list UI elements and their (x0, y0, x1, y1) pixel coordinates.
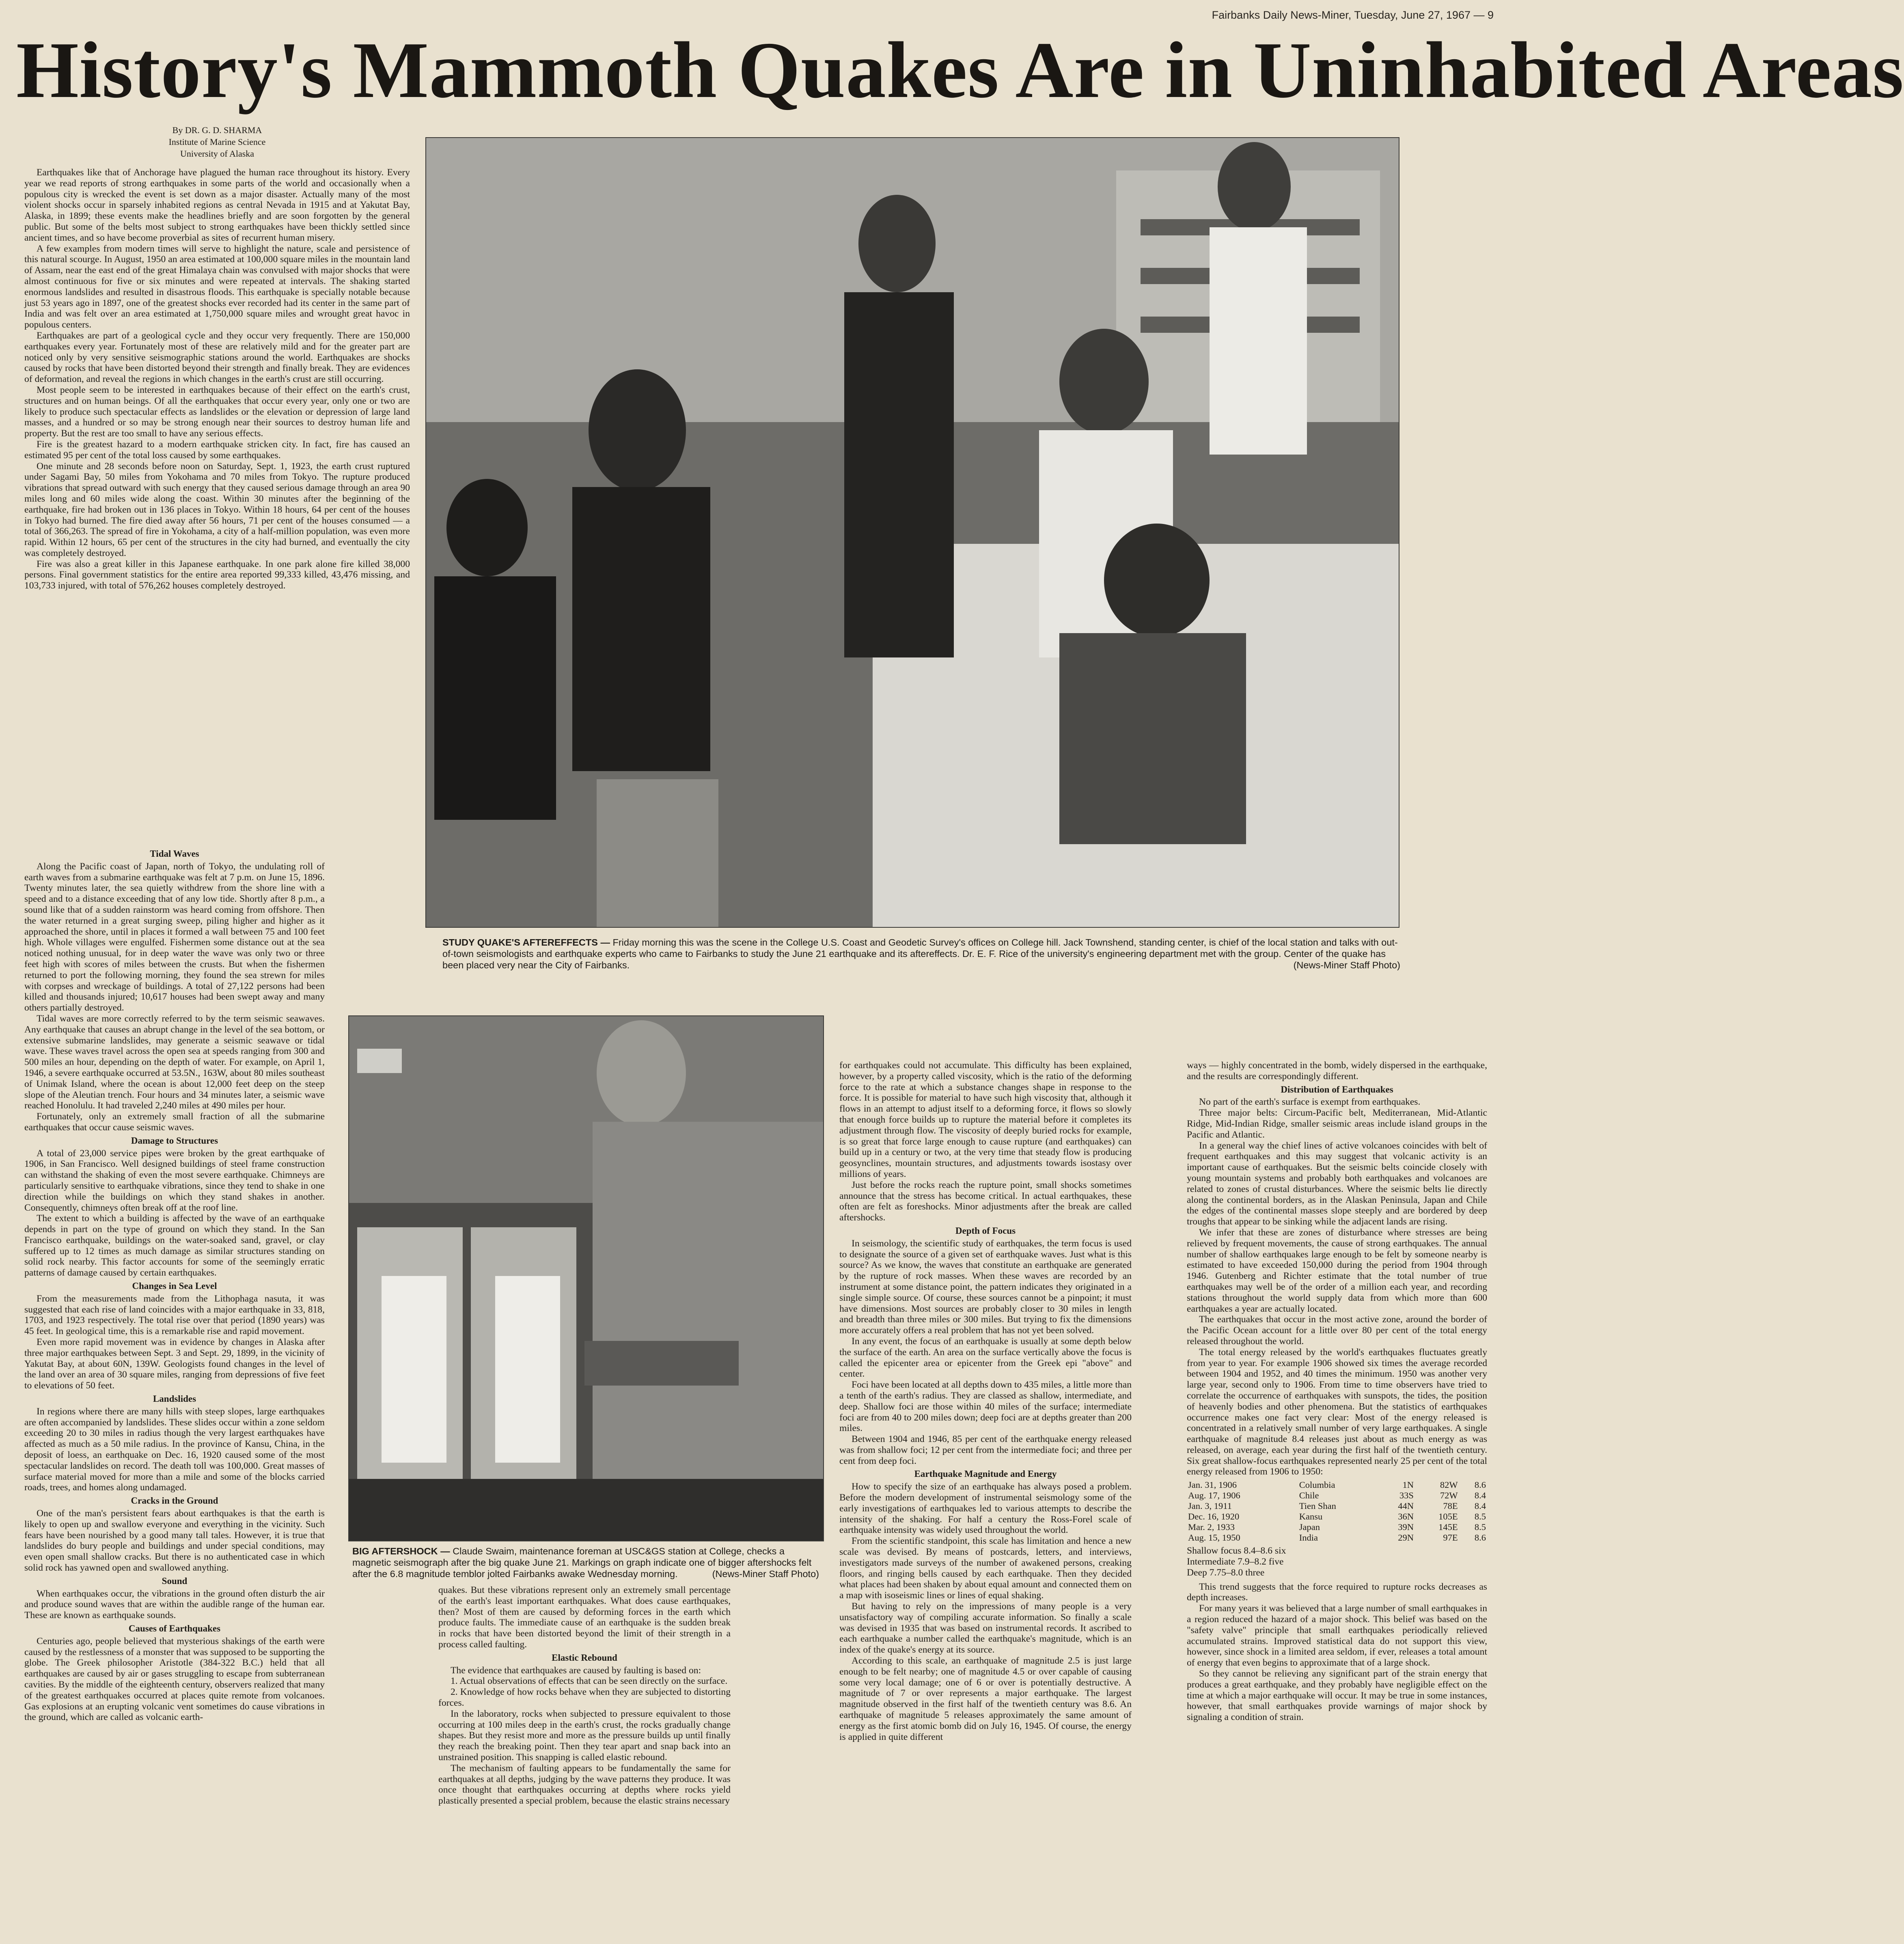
paragraph: Fire was also a great killer in this Japanese earthquake. In one park alone fire killed 38,000 persons. Final government statistics for the entire area reported 99,333 killed, 43,476 missing, and 103,733 injured, with total of 576,262 houses completely destroyed. (24, 558, 410, 591)
article-column-4 (839, 1060, 1132, 1937)
paragraph: The earthquakes that occur in the most active zone, around the border of the Pacific Ocean account for a little over 80 per cent of the total energy released throughout the world. (1187, 1314, 1487, 1347)
eq-lat: 44N (1398, 1501, 1414, 1511)
paragraph: One of the man's persistent fears about earthquakes is that the earth is likely to open up and swallow everyone and everything in the vicinity. Such fears have been nourished by a good many tall tales. However, it is true that landslides do bury people and buildings and under special conditions, may even open small shallow cracks. But there is no authenticated case in which solid rock has yawned open and swallowed anything. (24, 1508, 325, 1573)
eq-mag: 8.5 (1474, 1511, 1486, 1522)
paragraph: Centuries ago, people believed that mysterious shakings of the earth were caused by the restlessness of a monster that was supposed to be supporting the globe. The Greek philosopher Aristotle (384-322 B.C.) held that all earthquakes are caused by air or gases struggling to escape from subterranean cavities. By the middle of the eighteenth century, observers realized that many of the greatest earthquakes occurred at places quite remote from volcanoes. Gas explosions at an erupting volcanic vent sometimes do cause vibrations in the ground, which are called as volcanic earth- (24, 1636, 325, 1723)
paragraph: A few examples from modern times will serve to highlight the nature, scale and persistence of this natural scourge. In August, 1950 an area estimated at 100,000 square miles in the mountain land of Assam, near the east end of the great Himalaya chain was convulsed with major shocks that were almost continuous for five or six minutes and were repeated at intervals. The shaking started enormous landslides and resulted in disastrous floods. This earthquake is specially notable because just 53 years ago in 1897, one of the greatest shocks ever recorded had its center in the same part of India and was felt over an area estimated at 1,750,000 square miles and wrought great havoc in populous centers. (24, 243, 410, 330)
focus-summary-deep: Deep 7.75–8.0 three (1187, 1567, 1265, 1578)
eq-lat: 33S (1399, 1490, 1414, 1501)
paragraph: The total energy released by the world's earthquakes fluctuates greatly from year to year. For example 1906 showed six times the average recorded between 1904 and 1952, and 40 times the minimum. 1950 was another very large year, second only to 1906. From time to time observers have tried to correlate the occurrence of earthquakes with sunspots, the tides, the position of heavenly bodies and other phenomena. But the statistics of earthquakes occurrence makes one fact very clear: Most of the energy released is concentrated in a relatively small number of very large earthquakes. A single earthquake of magnitude 8.4 releases just about as much energy as was released, on average, each year during the first half of the twentieth century. Six great shallow-focus earthquakes represented nearly 25 per cent of the total energy released from 1906 to 1950: (1187, 1347, 1487, 1477)
byline-author: By DR. G. D. SHARMA (172, 125, 262, 135)
paragraph: Fortunately, only an extremely small fraction of all the submarine earthquakes that occur cause seismic waves. (24, 1111, 325, 1133)
seismograph-machine-photo-icon (348, 1015, 824, 1541)
photo-caption-1 (442, 937, 1400, 971)
subhead-depth-of-focus: Depth of Focus (955, 1225, 1016, 1236)
subhead-magnitude: Earthquake Magnitude and Energy (914, 1469, 1057, 1479)
paragraph: No part of the earth's surface is exempt from earthquakes. (1199, 1097, 1421, 1108)
table-row (1187, 1511, 1487, 1522)
eq-mag: 8.6 (1474, 1532, 1486, 1543)
subhead-tidal-waves: Tidal Waves (150, 849, 199, 859)
photo-credit: (News-Miner Staff Photo) (1293, 960, 1400, 970)
paragraph: ways — highly concentrated in the bomb, widely dispersed in the earthquake, and the results are correspondingly different. (1187, 1060, 1487, 1082)
eq-date: Aug. 17, 1906 (1188, 1490, 1240, 1501)
paragraph: for earthquakes could not accumulate. This difficulty has been explained, however, by a property called viscosity, which is the ratio of the deforming force to the rate at which a substance changes shape in response to the force. It is possible for material to have such high viscosity that, although it flows in an attempt to adjust itself to a deforming force, it flows so slowly that enough force builds up to rupture the material before it completes its adjustment through flow. The viscosity of deeply buried rocks for example, is so great that force large enough to cause rupture (and earthquakes) can build up in a century or two, at the very time that steady flow is producing geosynclines, mountain structures, and adjustments towards isostasy over millions of years. (839, 1060, 1132, 1179)
paragraph: This trend suggests that the force required to rupture rocks decreases as depth increases. (1187, 1581, 1487, 1603)
paragraph: A total of 23,000 service pipes were broken by the great earthquake of 1906, in San Francisco. Well designed buildings of steel frame construction can withstand the shaking of even the most severe earthquake. Chimneys are particularly sensitive to earthquake vibrations, since they tend to shake in one direction while the buildings on which they stand shakes in another. Consequently, chimneys often break off at the roof line. (24, 1148, 325, 1213)
paragraph: We infer that these are zones of disturbance where stresses are being relieved by frequent movements, the cause of strong earthquakes. The annual number of shallow earthquakes large enough to be felt by someone nearby is estimated to have exceeded 150,000 during the period from 1904 through 1946. Gutenberg and Richter estimate that the total number of true earthquakes may well be of the order of a million each year, and recording stations throughout the world supply data from which more than 600 earthquakes a year are actually located. (1187, 1227, 1487, 1314)
table-row (1187, 1480, 1487, 1490)
eq-mag: 8.4 (1474, 1490, 1486, 1501)
subhead-damage: Damage to Structures (131, 1135, 218, 1146)
subhead-causes: Causes of Earthquakes (128, 1623, 221, 1634)
eq-lat: 29N (1398, 1532, 1414, 1543)
paragraph: In regions where there are many hills with steep slopes, large earthquakes are often accompanied by landslides. These slides occur within a zone seldom exceeding 20 to 30 miles in radius though the very largest earthquakes have affected as much as a 50 mile radius. In the province of Kansu, China, in the deposit of loess, an earthquake on Dec. 16, 1920 caused some of the most spectacular landslides on record. The death toll was 100,000. Great masses of surface material moved for more than a mile and some of the blocks carried roads, trees, and homes along undamaged. (24, 1406, 325, 1493)
subhead-landslides: Landslides (153, 1394, 196, 1404)
table-row (1187, 1490, 1487, 1501)
seismologists-meeting-photo-icon (425, 137, 1399, 928)
eq-mag: 8.6 (1474, 1480, 1486, 1490)
table-row (1187, 1532, 1487, 1543)
paragraph: 1. Actual observations of effects that can be seen directly on the surface. (451, 1676, 728, 1687)
paragraph: The mechanism of faulting appears to be fundamentally the same for earthquakes at all depths, judging by the wave patterns they produce. It was once thought that earthquakes occurring at depths where rocks yield plastically presented a special problem, because the elastic strains necessary (438, 1763, 731, 1806)
focus-summary-intermediate: Intermediate 7.9–8.2 five (1187, 1556, 1284, 1567)
paragraph: Foci have been located at all depths down to 435 miles, a little more than a tenth of the earth's radius. They are classed as shallow, intermediate, and deep. Shallow foci are those within 40 miles of the surface; intermediate foci are from 40 to 200 miles down; deep foci are at depths greater than 200 miles. (839, 1379, 1132, 1434)
paragraph: Three major belts: Circum-Pacific belt, Mediterranean, Mid-Atlantic Ridge, Mid-Indian Ridge, smaller seismic areas include island groups in the Pacific and Atlantic. (1187, 1108, 1487, 1140)
eq-mag: 8.4 (1474, 1501, 1486, 1511)
eq-lon: 145E (1438, 1522, 1458, 1532)
article-column-5 (1187, 1060, 1487, 1937)
focus-summary-shallow: Shallow focus 8.4–8.6 six (1187, 1545, 1286, 1556)
paragraph: The evidence that earthquakes are caused by faulting is based on: (451, 1665, 701, 1676)
eq-date: Jan. 3, 1911 (1188, 1501, 1232, 1511)
paragraph: Most people seem to be interested in earthquakes because of their effect on the earth's crust, structures and on human beings. Of all the earthquakes that occur every year, only one or two are likely to produce such spectacular effects as landslides or the elevation or depression of large land masses, and a hundred or so may be strong enough near their sources to destroy human life and property. But the rest are too small to have any serious effects. (24, 384, 410, 439)
eq-lat: 36N (1398, 1511, 1414, 1522)
caption-lead: BIG AFTERSHOCK — (352, 1546, 450, 1556)
paragraph: Between 1904 and 1946, 85 per cent of the earthquake energy released was from shallow foci; 12 per cent from the intermediate foci; and three per cent from deep foci. (839, 1434, 1132, 1466)
photo-credit: (News-Miner Staff Photo) (712, 1569, 819, 1579)
paragraph: In seismology, the scientific study of earthquakes, the term focus is used to designate the source of a given set of earthquake waves. Just what is this source? As we know, the waves that constitute an earthquake are generated by the rupture of rock masses. When these waves are recorded by an instrument at some distance point, the pattern indicates they originated in a single simple source. Of course, these sources cannot be a pinpoint; it must have dimensions. Most sources are probably closer to 30 miles in length and breadth than three miles or 300 miles. But trying to fix the dimensions more accurately offers a real problem that has not yet been solved. (839, 1238, 1132, 1336)
page-folio: Fairbanks Daily News-Miner, Tuesday, June 27, 1967 — 9 (1212, 9, 1494, 21)
paragraph: But having to rely on the impressions of many people is a very unsatisfactory way of compiling accurate information. So finally a scale was devised in 1935 that was based on instrumental records. It ascribed to each earthquake a number called the earthquake's magnitude, which is an index of the quake's energy at its source. (839, 1601, 1132, 1655)
subhead-sea-level: Changes in Sea Level (132, 1281, 217, 1291)
paragraph: In the laboratory, rocks when subjected to pressure equivalent to those occurring at 100 miles deep in the earth's crust, the rocks gradually change shapes. But they resist more and more as the pressure builds up until finally they reach the breaking point. Then they tear apart and snap back into an unstrained position. This snapping is called elastic rebound. (438, 1708, 731, 1763)
eq-lon: 78E (1443, 1501, 1458, 1511)
eq-lat: 39N (1398, 1522, 1414, 1532)
paragraph: Earthquakes like that of Anchorage have plagued the human race throughout its history. Every year we read reports of strong earthquakes in some parts of the world and occasionally when a populous city is wrecked the event is set down as a major disaster. Actually many of the most violent shocks occur in sparsely inhabited regions as central Nevada in 1915 and at Yakutat Bay, Alaska, in 1899; these events make the headlines briefly and are soon forgotten by the general public. But some of the belts most subject to strong earthquakes have been thickly settled since ancient times, and so have become proverbial as sites of recurrent human misery. (24, 167, 410, 243)
paragraph: 2. Knowledge of how rocks behave when they are subjected to distorting forces. (438, 1687, 731, 1708)
subhead-distribution: Distribution of Earthquakes (1281, 1084, 1393, 1095)
subhead-elastic-rebound: Elastic Rebound (552, 1652, 617, 1663)
article-column-1 (24, 167, 410, 829)
paragraph: The extent to which a building is affected by the wave of an earthquake depends in part on the type of ground on which they stand. In the San Francisco earthquake, buildings on the water-soaked sand, gravel, or clay suffered up to 12 times as much damage as similar structures standing on solid rock nearby. This factor accounts for some of the seemingly erratic patterns of damage caused by certain earthquakes. (24, 1213, 325, 1278)
article-column-3 (438, 1585, 731, 1938)
paragraph: From the measurements made from the Lithophaga nasuta, it was suggested that each rise of land coincides with a major earthquake in 33, 818, 1703, and 1923 respectively. The total rise over that period (1890 years) was 45 feet. In geological time, this is a remarkable rise and rapid movement. (24, 1293, 325, 1337)
paragraph: One minute and 28 seconds before noon on Saturday, Sept. 1, 1923, the earth crust ruptured under Sagami Bay, 50 miles from Yokohama and 70 miles from Tokyo. The rupture produced vibrations that spread outward with such energy that they caused serious damage through an area 90 miles long and 60 miles wide along the coast. Within 30 minutes after the beginning of the earthquake, fire had broken out in 136 places in Tokyo. Within 18 hours, 64 per cent of the houses in Tokyo had burned. The fire died away after 56 hours, 71 per cent of the houses consumed — a total of 366,263. The spread of fire in Yokohama, a city of a half-million population, was even more rapid. Within 12 hours, 65 per cent of the structures in the city had burned, and eventually the city was completely destroyed. (24, 461, 410, 558)
eq-date: Mar. 2, 1933 (1188, 1522, 1235, 1532)
paragraph: According to this scale, an earthquake of magnitude 2.5 is just large enough to be felt nearby; one of magnitude 4.5 or over capable of causing some very local damage; one of 6 or over is potentially destructive. A magnitude of 7 or over represents a major earthquake. The largest magnitude observed in the first half of the twentieth century was 8.6. An earthquake of magnitude 5 releases approximately the same amount of energy as the first atomic bomb did on July 16, 1945. Of course, the energy is applied in quite different (839, 1655, 1132, 1742)
paragraph: Just before the rocks reach the rupture point, small shocks sometimes announce that the stress has become critical. In actual earthquakes, these often are felt as foreshocks. Minor adjustments after the break are called aftershocks. (839, 1179, 1132, 1223)
eq-place: Japan (1299, 1522, 1320, 1532)
byline-university: University of Alaska (180, 149, 254, 159)
subhead-sound: Sound (162, 1575, 188, 1586)
eq-place: Columbia (1299, 1480, 1335, 1490)
earthquake-table (1187, 1480, 1487, 1543)
article-column-1-continued (24, 846, 325, 1938)
eq-mag: 8.5 (1474, 1522, 1486, 1532)
subhead-cracks: Cracks in the Ground (131, 1496, 218, 1506)
eq-place: India (1299, 1532, 1318, 1543)
paragraph: How to specify the size of an earthquake has always posed a problem. Before the modern development of instrumental seismology some of the early investigations of earthquakes led to various attempts to describe the intensity of the shaking. For half a century the Ross-Forel scale of earthquake intensity was widely used throughout the world. (839, 1481, 1132, 1536)
photo-caption-2 (352, 1545, 819, 1580)
eq-lon: 72W (1440, 1490, 1458, 1501)
eq-date: Jan. 31, 1906 (1188, 1480, 1237, 1490)
paragraph: For many years it was believed that a large number of small earthquakes in a region reduced the hazard of a major shock. This belief was based on the "safety valve" principle that small earthquakes periodically relieved accumulated strains. Improved statistical data do not support this view, however, since shock in a limited area seldom, if ever, releases a total amount of energy that even begins to approximate that of a large shock. (1187, 1603, 1487, 1668)
paragraph: In any event, the focus of an earthquake is usually at some depth below the surface of the earth. An area on the surface vertically above the focus is called the epicenter area or epicenter from the Greek epi "above" and center. (839, 1336, 1132, 1379)
paragraph: Fire is the greatest hazard to a modern earthquake stricken city. In fact, fire has caused an estimated 95 per cent of the total loss caused by some earthquakes. (24, 439, 410, 461)
caption-text: Claude Swaim, maintenance foreman at USC&GS station at College, checks a magnetic seismograph after the big quake June 21. Markings on graph indicate one of bigger aftershocks felt after the 6.8 magnitude temblor jolted Fairbanks awake Wednesday morning. (352, 1546, 812, 1579)
caption-text: Friday morning this was the scene in the College U.S. Coast and Geodetic Survey's offices on College hill. Jack Townshend, standing center, is chief of the local station and talks with out-of-town seismologists and earthquake experts who came to Fairbanks to study the June 21 earthquake and its aftereffects. Dr. E. F. Rice of the university's engineering department met with the group. Center of the quake has been placed very near the City of Fairbanks. (442, 937, 1398, 970)
headline: History's Mammoth Quakes Are in Uninhabited Areas (16, 26, 1904, 114)
paragraph: Even more rapid movement was in evidence by changes in Alaska after three major earthquakes between Sept. 3 and Sept. 29, 1899, in the vicinity of Yakutat Bay, at about 60N, 139W. Geologists found changes in the level of the land over an area of 30 square miles, ranging from depressions of five feet to elevations of 50 feet. (24, 1337, 325, 1391)
caption-lead: STUDY QUAKE'S AFTEREFFECTS — (442, 937, 610, 948)
eq-lon: 82W (1440, 1480, 1458, 1490)
eq-date: Dec. 16, 1920 (1188, 1511, 1240, 1522)
paragraph: In a general way the chief lines of active volcanoes coincides with belt of frequent earthquakes and this may suggest that volcanic activity is an important cause of earthquakes. But the seismic belts coincide closely with young mountain systems and probably both earthquakes and volcanoes are related to zones of crustal disturbances. Where the seismic belts lie directly along the continental borders, as in the Alaskan Peninsula, Japan and Chile the edges of the continental masses slope steeply and are bordered by deep troughs that appear to be sinking while the adjacent lands are rising. (1187, 1140, 1487, 1227)
paragraph: From the scientific standpoint, this scale has limitation and hence a new scale was devised. By means of postcards, letters, and interviews, investigators made surveys of the number of awakened persons, creaking floors, and ringing bells caused by each earthquake. Then they decided what places had been shaken by about equal amount and connected them on a map with isoseismic lines or lines of equal shaking. (839, 1536, 1132, 1601)
eq-place: Kansu (1299, 1511, 1323, 1522)
byline-affiliation: Institute of Marine Science (168, 137, 266, 147)
eq-place: Tien Shan (1299, 1501, 1336, 1511)
eq-place: Chile (1299, 1490, 1319, 1501)
paragraph: Earthquakes are part of a geological cycle and they occur very frequently. There are 150,000 earthquakes every year. Fortunately most of these are relatively mild and for the greater part are noticed only by very sensitive seismographic stations around the world. Earthquakes are shocks caused by rocks that have been distorted beyond their strength and finally break. They are evidences of deformation, and reveal the regions in which changes in the earth's crust are still occurring. (24, 330, 410, 385)
paragraph: When earthquakes occur, the vibrations in the ground often disturb the air and produce sound waves that are within the audible range of the human ear. These are known as earthquake sounds. (24, 1588, 325, 1621)
eq-lon: 97E (1443, 1532, 1458, 1543)
paragraph: quakes. But these vibrations represent only an extremely small percentage of the earth's least important earthquakes. What does cause earthquakes, then? Most of them are caused by deforming forces in the earth which produce faults. The immediate cause of an earthquake is the sudden break in rocks that have been distorted beyond the limit of their strength in a process called faulting. (438, 1585, 731, 1650)
table-row (1187, 1501, 1487, 1511)
eq-lon: 105E (1438, 1511, 1458, 1522)
eq-date: Aug. 15, 1950 (1188, 1532, 1240, 1543)
paragraph: Tidal waves are more correctly referred to by the term seismic seawaves. Any earthquake that causes an abrupt change in the level of the sea bottom, or extensive submarine landslides, may generate a seismic seawave or tidal wave. These waves travel across the open sea at speeds ranging from 300 and 500 miles an hour, depending on the depth of water. For example, on April 1, 1946, a severe earthquake occurred at 53.5N., 163W, about 80 miles southeast of Unimak Island, where the ocean is about 12,000 feet deep on the steep slope of the Aleutian trench. Four hours and 34 minutes later, a seismic wave reached Honolulu. It had traveled 2,240 miles at 490 miles per hour. (24, 1013, 325, 1111)
paragraph: Along the Pacific coast of Japan, north of Tokyo, the undulating roll of earth waves from a submarine earthquake was felt at 7 p.m. on June 15, 1896. Twenty minutes later, the sea quietly withdrew from the shore line with a speed and to a distance exceeding that of any low tide. Shortly after 8 p.m., a sound like that of a sudden rainstorm was heard coming from offshore. Then the water returned in a great surging sweep, piling higher and higher as it approached the shore, until in places it formed a wall between 75 and 100 feet high. Whole villages were engulfed. Fishermen some distance out at the sea noticed nothing unusual, for in deep water the wave was only two or three feet high with scores of miles between the crusts. But when the fishermen returned to port the following morning, they found the sea strewn for miles with corpses and wreckage of buildings. A total of 27,122 persons had been killed and thousands injured; 10,617 houses had been swept away and many others partially destroyed. (24, 861, 325, 1013)
byline (24, 124, 410, 159)
paragraph: So they cannot be relieving any significant part of the strain energy that produces a great earthquake, and they probably have negligible effect on the time at which a major earthquake will occur. It may be true in some instances, however, that small earthquakes provide warnings of major shock by signaling a condition of strain. (1187, 1668, 1487, 1723)
table-row (1187, 1522, 1487, 1532)
eq-lat: 1N (1402, 1480, 1414, 1490)
